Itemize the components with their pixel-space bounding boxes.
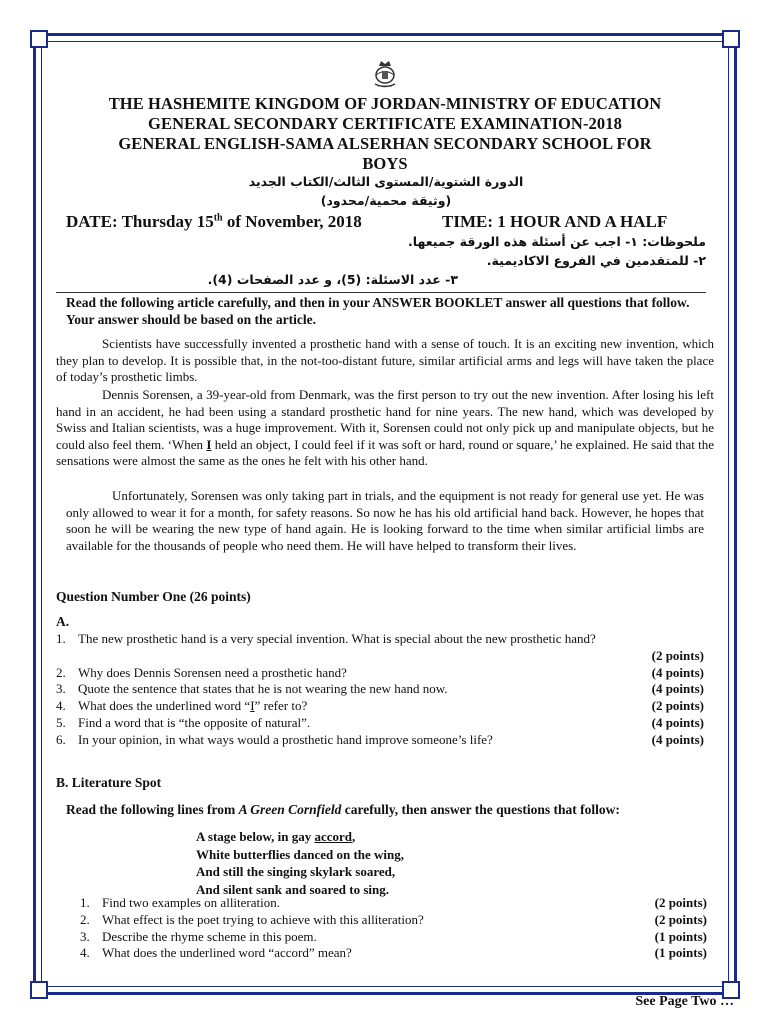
- question-one-heading: Question Number One (26 points): [56, 589, 251, 604]
- poem-line: White butterflies danced on the wing,: [196, 846, 404, 862]
- question-item: 1. The new prosthetic hand is a very special invention. What is special about the new prosthetic hand?: [56, 631, 596, 646]
- section-a-label: A.: [56, 614, 70, 629]
- poem-excerpt: [196, 828, 404, 898]
- border-corner-ornament: [30, 981, 48, 999]
- arabic-notes-line-3: ٣- عدد الاسئلة: (5)، و عدد الصفحات (4).: [207, 272, 458, 287]
- reading-instruction: Read the following article carefully, and then in your ANSWER BOOKLET answer all questions that follow. Your answer should be based on the article.: [66, 295, 690, 327]
- exam-date: DATE: Thursday 15th of November, 2018: [66, 212, 362, 231]
- arabic-notes-line-2: ٢- للمتقدمين في الفروع الاكاديمية.: [486, 253, 706, 268]
- literature-question-item: 2. What effect is the poet trying to achieve with this alliteration? (2 points): [80, 912, 707, 927]
- header-title-line-3: GENERAL ENGLISH-SAMA ALSERHAN SECONDARY SCHOOL FOR: [118, 134, 652, 153]
- border-corner-ornament: [30, 30, 48, 48]
- arabic-document-status: (وثيقة محمية/محدود): [320, 193, 452, 208]
- question-points: (2 points): [651, 648, 704, 663]
- header-title-line-4: BOYS: [362, 154, 408, 173]
- border-corner-ornament: [722, 30, 740, 48]
- header-title-line-1: THE HASHEMITE KINGDOM OF JORDAN-MINISTRY OF EDUCATION: [108, 94, 662, 113]
- arabic-session-line: الدورة الشتوية/المستوى الثالث/الكتاب الجديد: [248, 174, 524, 189]
- question-item: 2. Why does Dennis Sorensen need a prosthetic hand? (4 points): [56, 665, 704, 680]
- question-item: 4. What does the underlined word “I” refer to? (2 points): [56, 698, 704, 713]
- literature-question-item: 4. What does the underlined word “accord” mean? (1 points): [80, 945, 707, 960]
- poem-line: And still the singing skylark soared,: [196, 864, 396, 879]
- arabic-notes-line-1: ملحوظات: ١- اجب عن أسئلة هذه الورقة جميعها.: [408, 234, 706, 249]
- literature-heading: B. Literature Spot: [56, 775, 162, 790]
- date-time-row: [66, 212, 686, 232]
- article-paragraph-1: Scientists have successfully invented a prosthetic hand with a sense of touch. It is an exciting new invention, which they plan to develop. It is possible that, in the not-too-distant future, similar artificial arms and legs will have taken the place of today’s prosthetic limbs.: [56, 336, 714, 384]
- question-item: 3. Quote the sentence that states that he is not wearing the new hand now. (4 points): [56, 681, 704, 696]
- literature-question-item: 3. Describe the rhyme scheme in this poem. (1 points): [80, 929, 707, 944]
- question-item: 5. Find a word that is “the opposite of natural”. (4 points): [56, 715, 704, 730]
- question-item: 6. In your opinion, in what ways would a prosthetic hand improve someone’s life? (4 points): [56, 732, 704, 747]
- section-divider: [56, 292, 706, 293]
- article-paragraph-2: Dennis Sorensen, a 39-year-old from Denmark, was the first person to try out the new invention. After losing his left hand in an accident, he had been using a standard prosthetic hand for nine years. The new hand, which was developed by Swiss and Italian scientists, was a huge improvement. With it, Sorensen could not only pick up and manipulate objects, but he could also feel them. ‘When I held an object, I could feel if it was soft or hard, round or square,’ he explained. He said that the sensations were almost the same as the ones he felt with his other hand.: [56, 387, 714, 468]
- page-continuation-note: See Page Two …: [635, 994, 734, 1009]
- article-paragraph-3: Unfortunately, Sorensen was only taking part in trials, and the equipment is not ready for general use yet. He was only allowed to wear it for a month, for safety reasons. So now he has his old artificial hand back. However, he hopes that soon he will be wearing the new type of hand again. He is looking forward to the time when similar artificial limbs are available for the thousands of people who need them. He will have helped to transform their lives.: [66, 488, 704, 553]
- literature-instruction: Read the following lines from A Green Cornfield carefully, then answer the questions that follow:: [66, 802, 620, 817]
- jordan-crest-icon: [371, 58, 399, 90]
- literature-question-item: 1. Find two examples on alliteration. (2 points): [80, 895, 707, 910]
- exam-duration: TIME: 1 HOUR AND A HALF: [442, 212, 668, 231]
- header-title-line-2: GENERAL SECONDARY CERTIFICATE EXAMINATION-2018: [148, 114, 622, 133]
- poem-line: A stage below, in gay accord,: [196, 829, 356, 844]
- poem-line: And silent sank and soared to sing.: [196, 881, 390, 897]
